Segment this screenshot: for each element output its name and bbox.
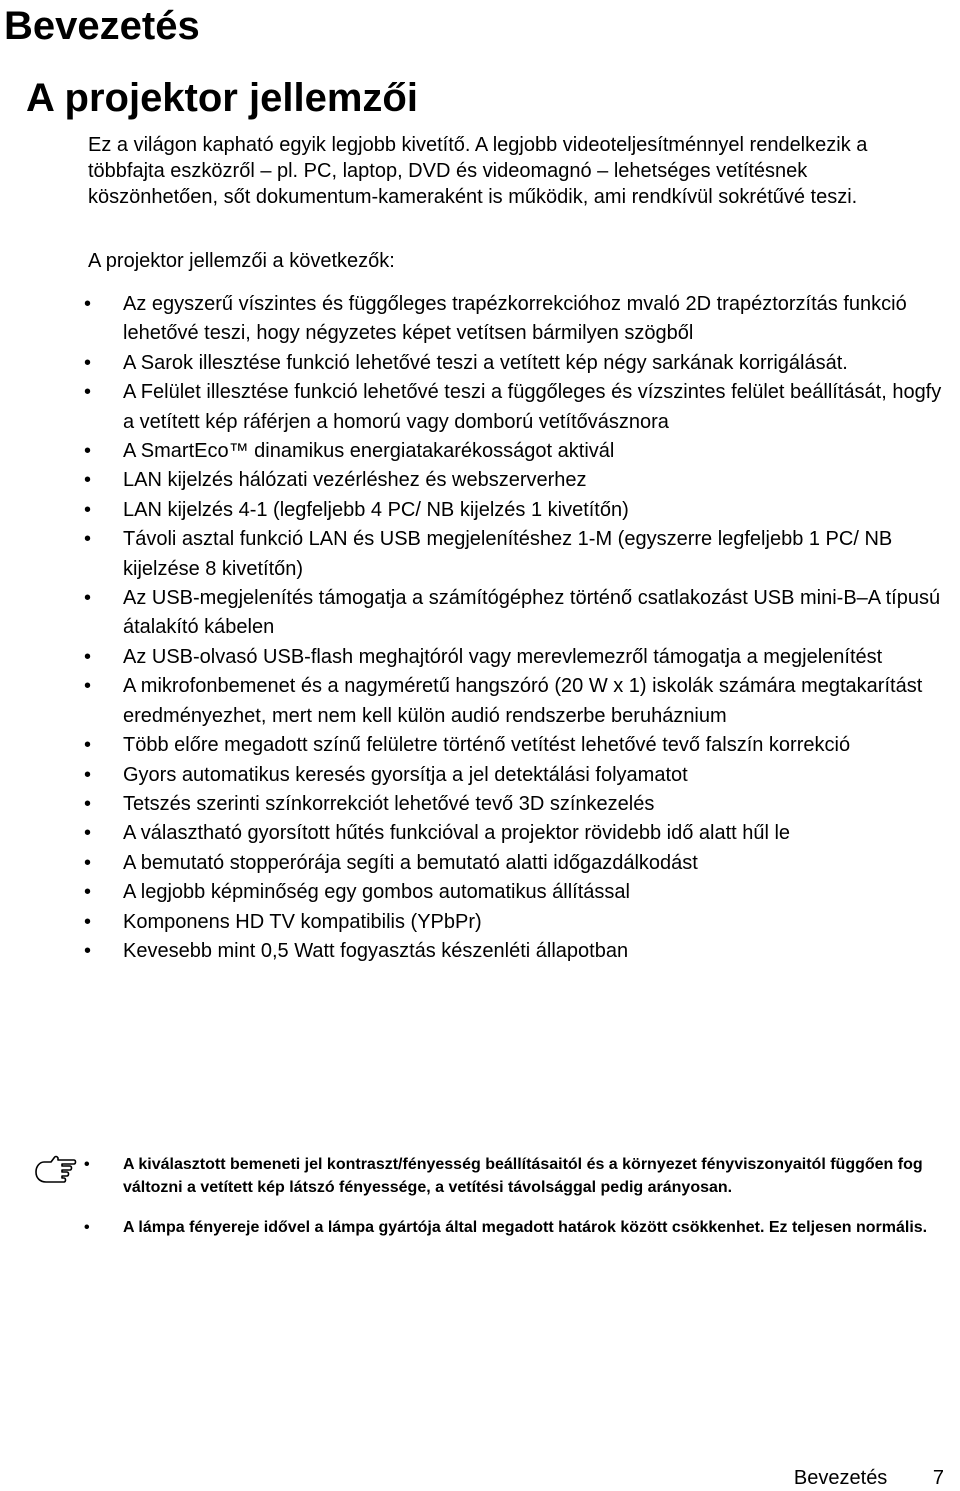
feature-text: Az USB-olvasó USB-flash meghajtóról vagy merevlemezről támogatja a megjelenítést <box>123 645 883 668</box>
bullet-icon: • <box>84 351 92 374</box>
feature-text: Távoli asztal funkció LAN és USB megjelenítéshez 1-M (egyszerre legfeljebb 1 PC/ NB kijelzése 8 kivetítőn) <box>123 528 893 580</box>
feature-text: Gyors automatikus keresés gyorsítja a jel detektálási folyamatot <box>123 763 688 786</box>
bullet-icon: • <box>84 792 92 815</box>
feature-item <box>84 937 956 966</box>
feature-item <box>84 349 956 378</box>
feature-text: A Felület illesztése funkció lehetővé teszi a függőleges és vízszintes felület beállítását, hogfy a vetített kép ráférjen a homorú vagy domború vetítővásznora <box>123 381 942 433</box>
feature-item <box>84 878 956 907</box>
note-text: A lámpa fényereje idővel a lámpa gyártója által megadott határok között csökkenhet. Ez teljesen normális. <box>123 1219 928 1237</box>
feature-text: Több előre megadott színű felületre történő vetítést lehetővé tevő falszín korrekció <box>123 734 851 757</box>
feature-text: LAN kijelzés 4-1 (legfeljebb 4 PC/ NB kijelzés 1 kivetítőn) <box>123 498 629 521</box>
feature-text: LAN kijelzés hálózati vezérléshez és webszerverhez <box>123 469 587 492</box>
bullet-icon: • <box>84 1156 90 1173</box>
bullet-icon: • <box>84 822 92 845</box>
section-title: A projektor jellemzői <box>26 76 418 120</box>
feature-item <box>84 908 956 937</box>
intro-paragraph: Ez a világon kapható egyik legjobb kivetítő. A legjobb videoteljesítménnyel rendelkezik a többfajta eszközről – pl. PC, laptop, DVD és videomagnó – lehetséges vetítésnek köszönhetően, sőt dokumentum-kameraként is működik, ami rendkívül sokrétűvé teszi. <box>88 134 868 208</box>
feature-text: Az USB-megjelenítés támogatja a számítógéphez történő csatlakozást USB mini-B–A típusú átalakító kábelen <box>123 587 941 639</box>
feature-text: A Sarok illesztése funkció lehetővé teszi a vetített kép négy sarkának korrigálását. <box>123 351 848 374</box>
bullet-icon: • <box>84 939 92 962</box>
bullet-icon: • <box>84 469 92 492</box>
feature-text: Kevesebb mint 0,5 Watt fogyasztás készenléti állapotban <box>123 939 629 962</box>
feature-text: A mikrofonbemenet és a nagyméretű hangszóró (20 W x 1) iskolák számára megtakarítást eredményezhet, mert nem kell külön audió rendszerbe beruháznium <box>123 675 923 727</box>
page-footer <box>794 1466 944 1490</box>
feature-text: A bemutató stopperórája segíti a bemutató alatti időgazdálkodást <box>123 851 698 874</box>
feature-text: Komponens HD TV kompatibilis (YPbPr) <box>123 910 482 933</box>
bullet-icon: • <box>84 910 92 933</box>
feature-text: Tetszés szerinti színkorrekciót lehetővé tevő 3D színkezelés <box>123 792 655 815</box>
feature-item <box>84 643 956 672</box>
bullet-icon: • <box>84 381 92 404</box>
feature-item <box>84 290 956 349</box>
pointing-hand-icon <box>34 1150 78 1184</box>
feature-item <box>84 819 956 848</box>
feature-text: A SmartEco™ dinamikus energiatakarékosságot aktivál <box>123 440 615 463</box>
bullet-icon: • <box>84 645 92 668</box>
chapter-title: Bevezetés <box>4 4 200 48</box>
features-lead: A projektor jellemzői a következők: <box>88 250 395 272</box>
feature-item <box>84 437 956 466</box>
feature-item <box>84 849 956 878</box>
feature-item <box>84 790 956 819</box>
feature-item <box>84 761 956 790</box>
feature-item <box>84 525 956 584</box>
note-list <box>84 1154 946 1258</box>
bullet-icon: • <box>84 881 92 904</box>
feature-text: Az egyszerű víszintes és függőleges trapézkorrekcióhoz mvaló 2D trapéztorzítás funkció lehetővé teszi, hogy négyzetes képet vetítsen bármilyen szögből <box>123 293 907 345</box>
feature-item <box>84 584 956 643</box>
feature-item <box>84 496 956 525</box>
feature-item <box>84 466 956 495</box>
bullet-icon: • <box>84 440 92 463</box>
feature-item <box>84 378 956 437</box>
bullet-icon: • <box>84 1219 90 1237</box>
page-number: 7 <box>932 1467 944 1489</box>
bullet-icon: • <box>84 528 92 551</box>
note-item <box>84 1217 946 1240</box>
bullet-icon: • <box>84 734 92 757</box>
feature-list <box>84 290 956 966</box>
footer-section-label: Bevezetés <box>793 1467 888 1489</box>
note-item <box>84 1154 946 1199</box>
note-text: A kiválasztott bemeneti jel kontraszt/fényesség beállításaitól és a környezet fényviszonyaitól függően fog változni a vetített kép látszó fényessége, a vetítési távolsággal pedig arányosan. <box>123 1156 923 1196</box>
feature-item <box>84 672 956 731</box>
bullet-icon: • <box>84 498 92 521</box>
bullet-icon: • <box>84 851 92 874</box>
bullet-icon: • <box>84 587 92 610</box>
bullet-icon: • <box>84 293 92 315</box>
feature-text: A legjobb képminőség egy gombos automatikus állítással <box>123 881 630 904</box>
feature-text: A választható gyorsított hűtés funkcióval a projektor rövidebb idő alatt hűl le <box>123 822 791 845</box>
bullet-icon: • <box>84 675 92 698</box>
feature-item <box>84 731 956 760</box>
bullet-icon: • <box>84 763 92 786</box>
